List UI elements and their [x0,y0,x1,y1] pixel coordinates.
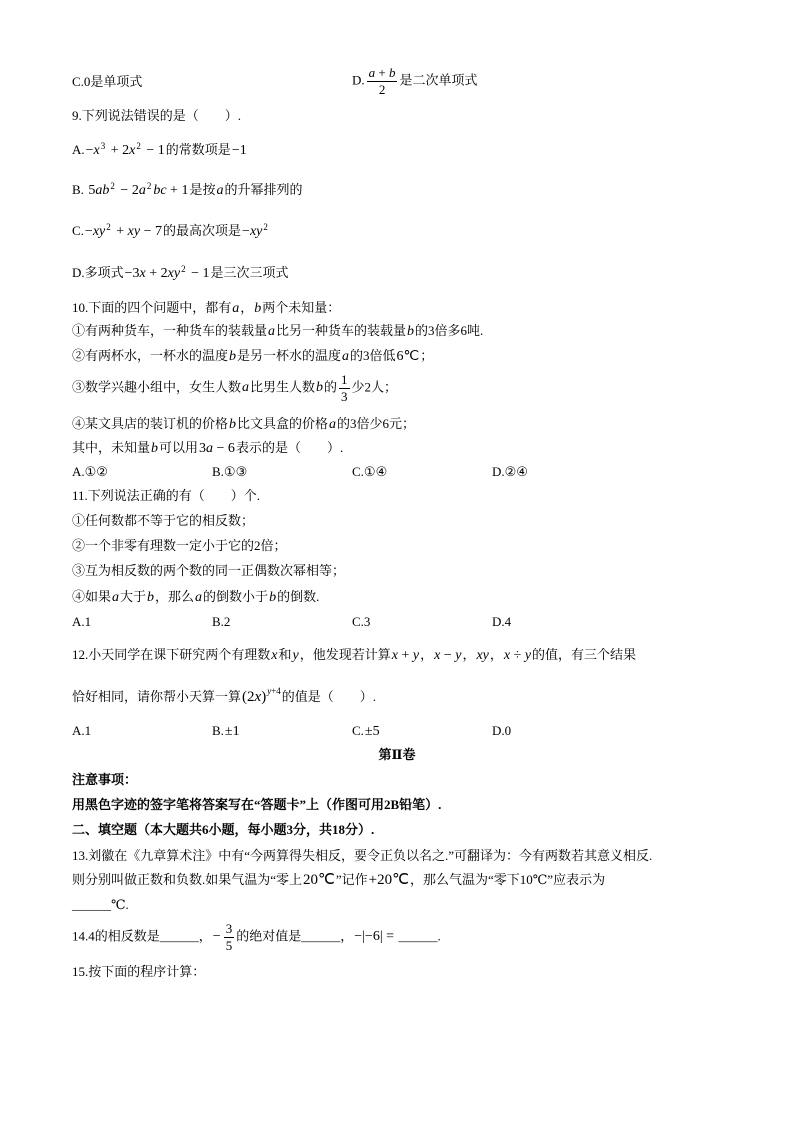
text-segment: 的倒数. [277,589,320,604]
q11-item-1 [72,511,254,531]
variable: a [242,380,250,396]
q12-line-1 [72,645,636,666]
fraction [367,66,398,97]
q10-item-2 [72,346,433,367]
question-stem: 13.刘徽在《九章算术注》中有“今两算得失相反，要令正负以名之.”可翻译为：今有两数若其意义相反. [72,848,653,863]
text-segment: ， [340,928,354,944]
option-text: C.①④ [352,464,388,479]
math-term: − 1 [142,143,165,158]
text-segment: ”记作 [335,872,368,887]
math-term: −x [85,143,100,158]
text-segment: 大于 [120,589,147,604]
math-term: −xy [84,224,106,239]
text-segment: 和 [278,647,292,662]
exponent: y+4 [267,686,281,696]
math-term: bc + 1 [153,183,189,198]
statement-text: ③互为相反数的两个数的同一正偶数次幂相等； [72,563,346,578]
text-segment: 的倒数小于 [203,589,269,604]
text-segment: ； [420,348,434,363]
q11-item-2 [72,536,287,556]
text-segment: 的3倍多6吨. [415,323,484,338]
q9-option-b [72,180,302,201]
math-term: −3x + 2xy [124,266,181,281]
fraction [339,373,350,404]
variable: b [229,349,237,364]
option-text: 的升幂排列的 [224,182,303,197]
text-segment: 比文具盒的价格 [237,416,329,431]
q15-stem [72,962,205,982]
temperature-value: 20℃ [303,872,335,888]
q12-line-2 [72,687,376,707]
text-segment: ，那么气温为“零下10℃”应表示为 [409,872,606,887]
exponent: 2 [106,222,111,232]
option-text: D.4 [492,614,512,629]
option-label: C. [72,223,84,238]
exponent: 2 [110,181,115,191]
text-segment: . [437,928,441,944]
option-label: D. [352,72,365,88]
q11-option-d [492,612,511,632]
exponent: 3 [100,141,106,151]
math-term: −xy [242,224,263,239]
fraction-numerator: 3 [225,921,233,936]
question-stem: 10.下面的四个问题中，都有 [72,300,232,315]
variable: a [342,349,350,364]
math-expression: xy [476,648,489,663]
option-text: 是二次单项式 [399,72,478,88]
text-segment: ②有两杯水，一杯水的温度 [72,348,229,363]
option-label: C. [352,723,364,738]
statement-text: ②一个非零有理数一定小于它的2倍； [72,538,287,553]
option-text: A.1 [72,614,92,629]
option-text: 是三次三项式 [210,265,289,280]
variable: a [268,324,276,339]
math-expression: x ÷ y [503,648,532,663]
answer-blank: ______ [301,928,341,944]
q11-item-3 [72,561,345,581]
question-stem: 15.按下面的程序计算： [72,964,206,979]
text-segment: ， [489,647,503,662]
option-value: ±1 [224,724,240,739]
text-segment: 是另一杯水的温度 [237,348,342,363]
text-segment: 比男生人数 [250,379,316,395]
q8-option-c [72,72,142,92]
variable: b [269,590,277,605]
variable: y [292,648,299,663]
text-segment: 的值，有三个结果 [532,647,637,662]
q10-item-4 [72,414,415,435]
variable: b [316,380,324,396]
option-text: D.②④ [492,464,528,479]
math-term: + 2x [107,143,136,158]
math-term: a [216,183,224,198]
q11-option-b [212,612,230,632]
q10-stem [72,298,340,319]
q8-option-d [352,66,478,97]
option-text: C.3 [352,614,371,629]
q11-option-c [352,612,370,632]
part-2-title [0,745,794,765]
math-expression: x + y [391,648,420,663]
math-expression: x − y [434,648,462,663]
text-segment: 的值是（ ）. [281,689,377,704]
option-text: A.①② [72,464,108,479]
q14-line [72,922,441,953]
math-term: 5ab [84,183,110,198]
option-text: 的常数项是 [165,142,231,157]
statement-text: ①任何数都不等于它的相反数； [72,513,255,528]
math-term: −1 [231,143,247,158]
fraction-numerator: 1 [341,372,348,387]
variable: b [254,301,262,316]
q10-option-d [492,462,528,482]
q8-option-c-text: C.0是单项式 [72,74,143,89]
q11-item-4 [72,587,319,608]
text-segment: 可以用 [159,440,199,455]
text-segment: 则分别叫做正数和负数.如果气温为“零上 [72,872,303,887]
q10-question [72,438,343,459]
part-title-text: 第Ⅱ卷 [378,747,416,762]
power-base: (2x) [242,689,267,705]
math-term: + xy − 7 [112,224,163,239]
exponent: 2 [146,181,152,191]
text-segment: ， [462,647,476,662]
text-segment: ①有两种货车，一种货车的装载量 [72,323,268,338]
fraction-denominator: 5 [225,938,233,953]
q13-line-2 [72,870,605,890]
q13-line-1 [72,846,652,866]
text-segment: 表示的是（ ）. [235,440,344,455]
math-expression: 3a − 6 [199,441,235,456]
text-segment: ， [420,647,434,662]
text-segment: ，那么 [155,589,195,604]
notes-text [72,795,441,815]
text-segment: ，他发现若计算 [299,647,391,662]
variable: a [232,301,240,316]
question-stem: 9.下列说法错误的是（ ）. [72,108,242,123]
math-expression: −|−6| = [354,929,398,945]
option-label: B. [212,723,224,738]
text-segment: 恰好相同，请你帮小天算一算 [72,689,242,704]
text-segment: 少2人； [351,379,398,395]
text-segment: ④某文具店的装订机的价格 [72,416,229,431]
variable: x [271,648,278,663]
answer-blank: ______ [159,928,199,944]
exponent: 2 [136,141,141,151]
question-stem: 14.4的相反数是 [72,928,160,944]
temperature-value: +20℃ [368,872,409,888]
option-text: 的最高次项是 [163,223,242,238]
option-text: B.2 [212,614,231,629]
text-segment: ， [240,300,254,315]
temperature-value: 6℃ [396,349,420,364]
answer-blank: ______ [72,897,111,912]
q9-stem [72,106,241,126]
text-segment: 比另一种货车的装载量 [276,323,407,338]
text-segment: ④如果 [72,589,112,604]
math-term: − 2a [116,183,146,198]
variable: b [407,324,415,339]
fraction-denominator: 2 [378,82,386,97]
fraction [224,922,235,953]
notes-heading [72,770,137,790]
option-text: D.0 [492,723,512,738]
section-heading [72,820,374,840]
math-term: − 1 [187,266,210,281]
variable: a [329,417,337,432]
option-text: 是按 [189,182,216,197]
text-segment: ℃. [111,897,129,912]
minus-sign: − [212,929,221,945]
q12-option-b [212,721,241,742]
option-label: D.多项式 [72,265,124,280]
q10-option-c [352,462,387,482]
option-label: B. [72,182,84,197]
option-value: ±5 [364,724,380,739]
q11-option-a [72,612,91,632]
option-text: A.1 [72,723,92,738]
text-segment: 的绝对值是 [236,928,302,944]
fraction-numerator: a + b [368,65,396,80]
variable: b [229,417,237,432]
text-segment: 的3倍低 [350,348,396,363]
section-heading-text: 二、填空题（本大题共6小题，每小题3分，共18分）. [72,822,375,837]
q12-option-a [72,721,91,741]
variable: b [147,590,155,605]
variable: a [112,590,120,605]
q11-stem [72,486,260,506]
q10-option-b [212,462,247,482]
exponent: 2 [263,222,268,232]
notes-body-text: 用黑色字迹的签字笔将答案写在“答题卡”上（作图可用2B铅笔）. [72,797,442,812]
text-segment: 两个未知量： [262,300,341,315]
q10-item-1 [72,321,483,342]
text-segment: ③数学兴趣小组中，女生人数 [72,379,242,395]
question-stem: 12.小天同学在课下研究两个有理数 [72,647,271,662]
text-segment: 的 [324,379,338,395]
fraction-denominator: 3 [341,389,348,404]
option-text: B.①③ [212,464,248,479]
q12-option-d [492,721,511,741]
text-segment: ， [198,928,212,944]
variable: a [195,590,203,605]
question-stem: 11.下列说法正确的有（ ）个. [72,488,261,503]
text-segment: 的3倍少6元； [337,416,416,431]
q9-option-d [72,263,289,284]
q10-item-3 [72,373,397,404]
answer-blank: ______ [398,928,438,944]
q10-option-a [72,462,108,482]
text-segment: 其中，未知量 [72,440,151,455]
q12-option-c [352,721,381,742]
option-label: A. [72,142,85,157]
q13-line-3 [72,895,129,915]
q9-option-a [72,140,248,161]
q9-option-c [72,221,269,242]
exponent: 2 [181,264,186,274]
notes-heading-text: 注意事项： [72,772,138,787]
variable: b [151,441,159,456]
